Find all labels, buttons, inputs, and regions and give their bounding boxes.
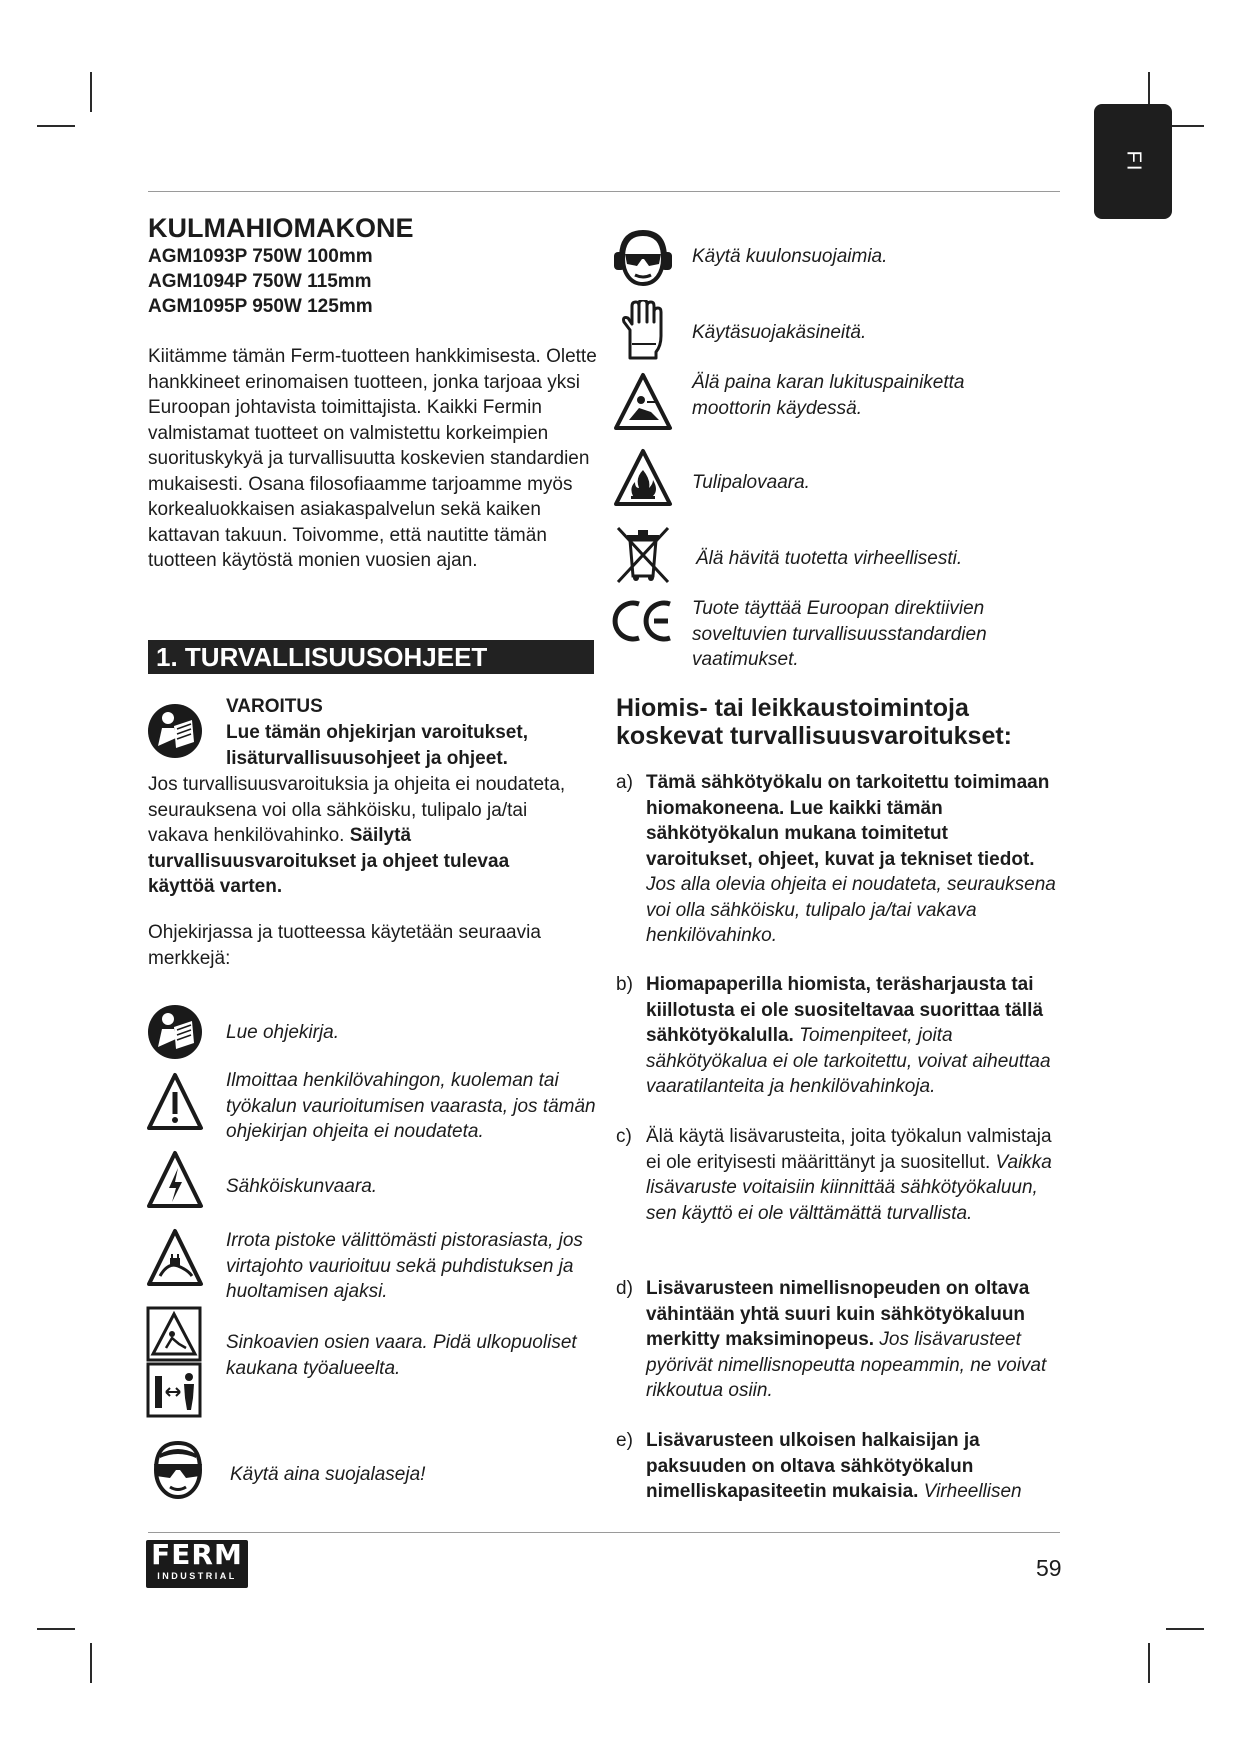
symbol-caption: Tuote täyttää Euroopan direktiivien soveltuvien turvallisuusstandardien vaatimukset. [692, 598, 987, 670]
bottom-rule [148, 1532, 1060, 1533]
warning-text [148, 772, 568, 900]
section-heading: 1. TURVALLISUUSOHJEET [148, 640, 594, 674]
weee-bin-icon [614, 524, 672, 589]
gloves-icon [616, 300, 670, 367]
item-italic: Vaikka lisävaruste voitaisiin kiinnittää sähkötyökaluun, sen käyttö ei ole välttämättä turvallista. [646, 1151, 1052, 1224]
model-line: AGM1095P 950W 125mm [148, 296, 373, 317]
list-item [616, 1428, 1056, 1505]
item-label: c) [616, 1126, 632, 1147]
symbols-intro: Ohjekirjassa ja tuotteessa käytetään seuraavia merkkejä: [148, 922, 541, 969]
symbol-caption: Lue ohjekirja. [226, 1022, 340, 1043]
item-bold: Hiomapaperilla hiomista, teräsharjausta tai kiillotusta ei ole suositeltavaa suorittaa tällä sähkötyökalulla. [646, 974, 1044, 1046]
item-italic: Virheellisen [923, 1481, 1022, 1502]
logo-brand: FERM [151, 1538, 243, 1571]
item-bold: Lisävarusteen nimellisnopeuden on oltava vähintään yhtä suuri kuin sähkötyökaluun merkitty maksiminopeus. [646, 1278, 1030, 1350]
logo-sub: INDUSTRIAL [157, 1571, 237, 1581]
symbol-caption: Käytäsuojakäsineitä. [692, 322, 867, 343]
item-label: b) [616, 974, 633, 995]
crop-mark [37, 1628, 75, 1630]
list-item [616, 770, 1056, 949]
crop-mark [37, 125, 75, 127]
item-normal: Älä käytä lisävarusteita, joita työkalun valmistaja ei ole erityisesti määrittänyt ja suositellut. [646, 1126, 1052, 1173]
section-subheading: Hiomis- tai leikkaustoimintoja koskevat turvallisuusvaroitukset: [616, 694, 1012, 750]
model-line: AGM1094P 750W 115mm [148, 271, 372, 292]
item-label: e) [616, 1430, 633, 1451]
top-rule [148, 191, 1060, 192]
language-tab [1094, 104, 1172, 219]
ear-protection-icon [613, 228, 673, 293]
item-bold: Tämä sähkötyökalu on tarkoitettu toimimaan hiomakoneena. Lue kaikki tämän sähkötyökalun mukana toimitetut varoitukset, ohjeet, kuvat ja tekniset tiedot. [646, 772, 1050, 870]
crop-mark [90, 1643, 92, 1683]
symbol-caption: Ilmoittaa henkilövahingon, kuoleman tai työkalun vaurioitumisen vaarasta, jos tämän ohjekirjan ohjeita ei noudateta. [226, 1070, 596, 1142]
warning-body: Jos turvallisuusvaroituksia ja ohjeita ei noudateta, seurauksena voi olla sähköisku, tulipalo ja/tai vakava henkilövahinko. [148, 774, 566, 846]
symbol-caption: Käytä aina suojalaseja! [230, 1464, 426, 1485]
ce-mark-icon [612, 598, 674, 649]
manual-read-icon [146, 1003, 204, 1066]
item-italic: Toimenpiteet, joita sähkötyökalua ei ole tarkoitettu, voivat aiheuttaa vaaratilanteita ja henkilövahinkoja. [646, 1025, 1051, 1097]
language-code: FI [1122, 150, 1145, 173]
symbol-caption: Käytä kuulonsuojaimia. [692, 246, 888, 267]
fire-icon [613, 448, 673, 513]
list-item [616, 972, 1056, 1100]
warning-body-bold: Säilytä turvallisuusvaroitukset ja ohjeet tulevaa käyttöä varten. [148, 825, 510, 897]
intro-paragraph: Kiitämme tämän Ferm-tuotteen hankkimisesta. Olette hankkineet erinomaisen tuotteen, jonka tarjoaa yksi Euroopan johtavista toimittajista. Kaikki Fermin valmistamat tuotteet on valmistettu korkeimpien suorituskykyä ja turvallisuutta koskevien standardien mukaisesti. Osana filosofiaamme tarjoamme myös korkealuokkaisen asiakaspalvelun sekä kaiken kattavan takuun. Toivomme, että nautitte tämän tuotteen käytöstä monien vuosien ajan. [148, 346, 597, 571]
crop-mark [90, 72, 92, 112]
item-bold: Lisävarusteen ulkoisen halkaisijan ja paksuuden on oltava sähkötyökalun nimelliskapasiteetin mukaisia. [646, 1430, 980, 1502]
manual-read-icon [146, 702, 204, 765]
spindle-lock-icon [613, 372, 673, 437]
warning-triangle-icon [146, 1072, 204, 1137]
symbol-caption: Älä hävitä tuotetta virheellisesti. [696, 548, 963, 569]
model-list [148, 244, 373, 319]
crop-mark [1166, 1628, 1204, 1630]
page-number: 59 [1036, 1555, 1062, 1581]
item-label: d) [616, 1278, 633, 1299]
warning-label: VAROITUS [226, 696, 323, 717]
ferm-logo [146, 1540, 248, 1588]
electric-shock-icon [146, 1150, 204, 1215]
symbol-caption: Sinkoavien osien vaara. Pidä ulkopuoliset kaukana työalueelta. [226, 1332, 577, 1379]
model-line: AGM1093P 750W 100mm [148, 246, 373, 267]
flying-parts-icon [146, 1306, 202, 1425]
symbol-caption: Älä paina karan lukituspainiketta moottorin käydessä. [692, 372, 965, 419]
list-item [616, 1124, 1056, 1226]
item-italic: Jos alla olevia ohjeita ei noudateta, seurauksena voi olla sähköisku, tulipalo ja/tai vakava henkilövahinko. [646, 874, 1056, 946]
list-item [616, 1276, 1056, 1404]
unplug-icon [146, 1228, 204, 1293]
crop-mark [1148, 1643, 1150, 1683]
symbol-caption: Tulipalovaara. [692, 472, 810, 493]
page-title: KULMAHIOMAKONE [148, 213, 414, 243]
item-italic: Jos lisävarusteet pyörivät nimellisnopeutta nopeammin, ne voivat rikkoutua osiin. [646, 1329, 1047, 1401]
safety-glasses-icon [150, 1440, 206, 1505]
symbol-caption: Sähköiskunvaara. [226, 1176, 378, 1197]
symbol-caption: Irrota pistoke välittömästi pistorasiasta, jos virtajohto vaurioituu sekä puhdistuksen ja huoltamisen ajaksi. [226, 1230, 583, 1302]
warning-bold-line: Lue tämän ohjekirjan varoitukset, lisäturvallisuusohjeet ja ohjeet. [226, 722, 528, 769]
item-label: a) [616, 772, 633, 793]
